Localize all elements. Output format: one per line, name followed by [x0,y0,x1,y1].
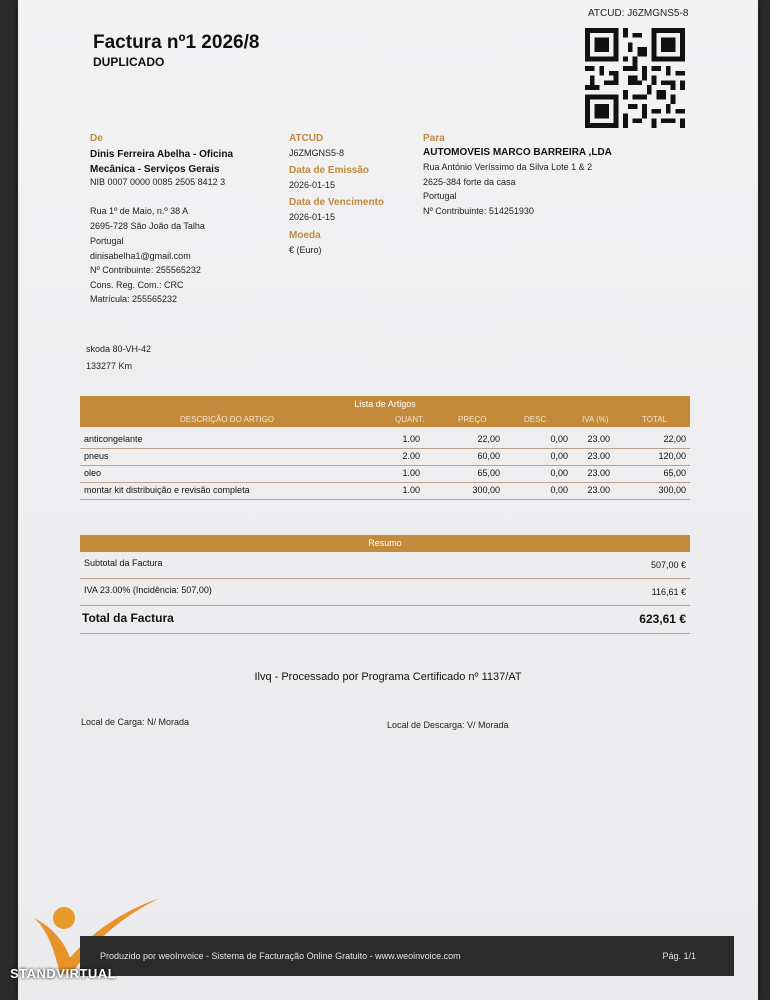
table-row [80,449,690,466]
footer-text: Produzido por weoInvoice - Sistema de Facturação Online Gratuito - www.weoinvoice.com [100,951,461,961]
summary-iva-row [80,579,690,606]
cell-desc: pneus [84,451,109,461]
emissao-value: 2026-01-15 [289,180,336,190]
cell-price: 60,00 [477,451,500,461]
certification-text: Ilvq - Processado por Programa Certificado nº 1137/AT [254,671,522,683]
from-contribuinte: Nº Contribuinte: 255565232 [90,265,201,275]
iva-label: IVA 23.00% (Incidência: 507,00) [84,585,212,595]
standvirtual-watermark: STANDVIRTUAL [10,966,117,981]
moeda-label: Moeda [289,230,321,241]
from-address2: 2695-728 São João da Talha [90,221,205,231]
from-email: dinisabelha1@gmail.com [90,251,191,261]
table-row [80,466,690,483]
to-country: Portugal [423,191,457,201]
vehicle-plate: skoda 80-VH-42 [86,344,152,354]
cell-price: 22,00 [477,434,500,444]
items-title: Lista de Artigos [80,396,690,413]
to-contribuinte: Nº Contribuinte: 514251930 [423,206,534,216]
footer-page: Pág. 1/1 [662,951,696,961]
to-address1: Rua António Veríssimo da Silva Lote 1 & 2 [423,162,593,172]
cell-iva: 23.00 [587,434,610,444]
to-name: AUTOMOVEIS MARCO BARREIRA ,LDA [423,147,612,158]
header-desc: DESCRIÇÃO DO ARTIGO [180,415,275,424]
iva-value: 116,61 € [651,587,686,597]
cell-disc: 0,00 [550,451,568,461]
vencimento-value: 2026-01-15 [289,212,336,222]
cell-desc: oleo [84,468,102,478]
cell-price: 65,00 [477,468,500,478]
total-value: 623,61 € [639,612,686,626]
from-label: De [90,133,103,144]
from-address1: Rua 1º de Maio, n.º 38 A [90,206,189,216]
cell-total: 300,00 [658,485,686,495]
qr-code-icon [584,28,686,128]
summary-title: Resumo [80,535,690,552]
cell-total: 120,00 [658,451,686,461]
atcud-label: ATCUD [289,133,324,144]
from-matricula: Matrícula: 255565232 [90,294,178,304]
moeda-value: € (Euro) [289,245,322,255]
emissao-label: Data de Emissão [289,165,370,176]
header-total: TOTAL [642,415,668,424]
cell-total: 22,00 [663,434,686,444]
cell-iva: 23.00 [587,451,610,461]
header-iva: IVA (%) [582,415,609,424]
invoice-subtitle: DUPLICADO [93,55,165,69]
to-label: Para [423,133,445,144]
cell-qty: 2.00 [402,451,420,461]
subtotal-label: Subtotal da Factura [84,558,163,568]
summary-total-row [80,606,690,634]
from-name-line1: Dinis Ferreira Abelha - Oficina [90,149,234,160]
from-country: Portugal [90,236,124,246]
from-cons-reg: Cons. Reg. Com.: CRC [90,280,184,290]
cell-disc: 0,00 [550,485,568,495]
local-carga: Local de Carga: N/ Morada [81,717,190,727]
from-nib: NIB 0007 0000 0085 2505 8412 3 [90,177,226,187]
cell-iva: 23.00 [587,468,610,478]
vehicle-km: 133277 Km [86,361,133,371]
table-row [80,483,690,500]
cell-desc: anticongelante [84,434,143,444]
invoice-paper [18,0,758,1000]
cell-total: 65,00 [663,468,686,478]
subtotal-value: 507,00 € [650,560,686,570]
header-qty: QUANT. [395,415,425,424]
items-table-header [80,413,690,427]
cell-price: 300,00 [472,485,500,495]
cell-iva: 23.00 [587,485,610,495]
total-label: Total da Factura [82,611,174,625]
to-address2: 2625-384 forte da casa [423,177,516,187]
header-price: PREÇO [458,415,487,424]
cell-qty: 1.00 [402,485,420,495]
cell-disc: 0,00 [550,434,568,444]
cell-qty: 1.00 [402,468,420,478]
atcud-value: J6ZMGNS5-8 [289,148,345,158]
invoice-title: Factura nº1 2026/8 [93,32,260,53]
vencimento-label: Data de Vencimento [289,197,385,208]
summary-subtotal-row [80,553,690,579]
table-row [80,432,690,449]
cell-qty: 1.00 [402,434,420,444]
footer-bar [80,936,734,976]
from-name-line2: Mecânica - Serviços Gerais [90,164,220,175]
cell-desc: montar kit distribuição e revisão completa [84,485,250,495]
local-descarga: Local de Descarga: V/ Morada [387,720,509,730]
atcud-top: ATCUD: J6ZMGNS5-8 [588,8,689,19]
cell-disc: 0,00 [550,468,568,478]
header-disc: DESC. [524,415,549,424]
